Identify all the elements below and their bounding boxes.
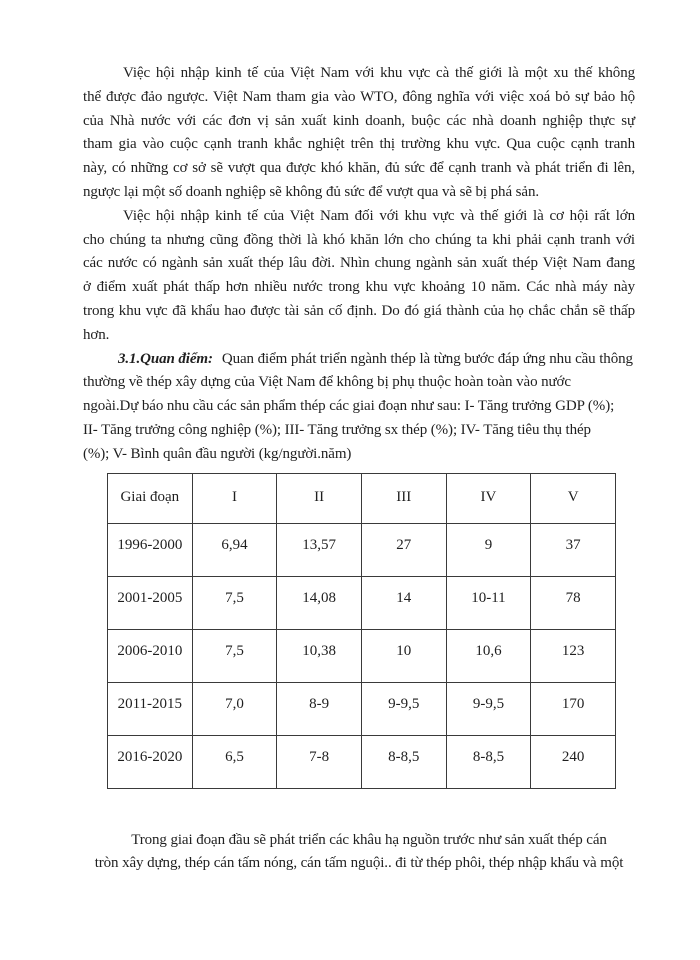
table-cell: 2016-2020 — [108, 735, 193, 788]
paragraph-line: Việc hội nhập kinh tế của Việt Nam với khu vực cà thế giới là một xu thế không — [123, 65, 635, 81]
table-cell: 78 — [531, 576, 616, 629]
table-cell: 13,57 — [277, 523, 362, 576]
table-cell: 1996-2000 — [108, 523, 193, 576]
table-row — [108, 523, 616, 576]
table-cell: 2011-2015 — [108, 682, 193, 735]
paragraph-line: các nước có ngành sản xuất thép lâu đời. Nhìn chung ngành sản xuất thép Việt Nam đang — [83, 255, 635, 272]
paragraph-line: Trong giai đoạn đầu sẽ phát triển các khâu hạ nguồn trước như sản xuất thép cán — [131, 831, 607, 848]
table-row — [108, 629, 616, 682]
table-cell: 8-8,5 — [446, 735, 531, 788]
paragraph-line: tròn xây dựng, thép cán tấm nóng, cán tấm nguội.. đi từ thép phôi, thép nhập khẩu và một — [94, 855, 624, 872]
paragraph-line: thường về thép xây dựng của Việt Nam để không bị phụ thuộc hoàn toàn vào nước — [83, 374, 571, 391]
table-cell: 2001-2005 — [108, 576, 193, 629]
table-cell: 7,0 — [192, 682, 277, 735]
paragraph-line — [83, 348, 635, 372]
table-header-col-3: III — [361, 473, 446, 523]
paragraph-downstream-development — [83, 829, 635, 877]
table-header-giai-doan: Giai đoạn — [108, 473, 193, 523]
table-header-col-4: IV — [446, 473, 531, 523]
table-cell: 10-11 — [446, 576, 531, 629]
table-cell: 37 — [531, 523, 616, 576]
section-3-1-heading: 3.1.Quan điểm: — [118, 350, 213, 367]
table-header-row — [108, 473, 616, 523]
table-cell: 8-9 — [277, 682, 362, 735]
paragraph-line: II- Tăng trưởng công nghiệp (%); III- Tăng trưởng sx thép (%); IV- Tăng tiêu thụ thép — [83, 421, 591, 438]
section-3-1-text: Quan điểm phát triển ngành thép là từng bước đáp ứng nhu cầu thông — [221, 350, 633, 367]
table-cell: 7,5 — [192, 576, 277, 629]
paragraph-wto-integration — [83, 62, 635, 205]
paragraph-line: Việc hội nhập kinh tế của Việt Nam đối với khu vực và thế giới là cơ hội rất lớn — [123, 207, 635, 224]
table-cell: 10,6 — [446, 629, 531, 682]
table-cell: 7,5 — [192, 629, 277, 682]
paragraph-line: này, có những cơ sở sẽ vượt qua được khó khăn, đủ sức để cạnh tranh và phát triển đi lên, — [83, 160, 635, 177]
table-cell: 7-8 — [277, 735, 362, 788]
paragraph-line: hơn. — [83, 326, 110, 343]
table-header-col-5: V — [531, 473, 616, 523]
table-cell: 9 — [446, 523, 531, 576]
paragraph-line: của Nhà nước với các đơn vị sản xuất kinh doanh, buộc các nhà doanh nghiệp thực sự — [83, 112, 635, 129]
table-cell: 8-8,5 — [361, 735, 446, 788]
paragraph-line: thể được đảo ngược. Việt Nam tham gia vào WTO, đông nghĩa với việc xoá bỏ sự bảo hộ — [83, 88, 635, 105]
table-cell: 14,08 — [277, 576, 362, 629]
table-row — [108, 735, 616, 788]
table-cell: 27 — [361, 523, 446, 576]
table-row — [108, 576, 616, 629]
paragraph-line: trong khu vực đã khẩu hao được tài sản cố định. Do đó giá thành của họ chắc chắn sẽ thấp — [83, 302, 635, 319]
table-cell: 170 — [531, 682, 616, 735]
table-cell: 240 — [531, 735, 616, 788]
table-header-col-2: II — [277, 473, 362, 523]
table-cell: 10 — [361, 629, 446, 682]
paragraph-line: (%); V- Bình quân đầu người (kg/người.năm) — [83, 445, 352, 462]
table-cell: 10,38 — [277, 629, 362, 682]
paragraph-line: ở điểm xuất phát thấp hơn nhiều nước trong khu vực khoảng 10 năm. Các nhà máy này — [83, 279, 635, 296]
table-header-col-1: I — [192, 473, 277, 523]
table-cell: 6,94 — [192, 523, 277, 576]
table-cell: 6,5 — [192, 735, 277, 788]
steel-demand-forecast-table — [107, 473, 616, 789]
paragraph-line: ngoài.Dự báo nhu cầu các sản phẩm thép các giai đoạn như sau: I- Tăng trưởng GDP (%); — [83, 398, 615, 415]
paragraph-line: ngược lại một số doanh nghiệp sẽ không đủ sức để vượt qua và sẽ bị phá sản. — [83, 183, 540, 200]
table-cell: 9-9,5 — [446, 682, 531, 735]
paragraph-line: tham gia vào cuộc cạnh tranh khắc nghiệt trên thị trường khu vực. Qua cuộc cạnh tranh — [83, 136, 635, 153]
paragraph-section-3-1 — [83, 348, 635, 467]
table-cell: 123 — [531, 629, 616, 682]
paragraph-line: cho chúng ta nhưng cũng đồng thời là khó khăn lớn cho chúng ta khi phải cạnh tranh với — [83, 231, 635, 248]
table-cell: 9-9,5 — [361, 682, 446, 735]
table-cell: 14 — [361, 576, 446, 629]
paragraph-integration-opportunity — [83, 205, 635, 348]
table-row — [108, 682, 616, 735]
table-cell: 2006-2010 — [108, 629, 193, 682]
